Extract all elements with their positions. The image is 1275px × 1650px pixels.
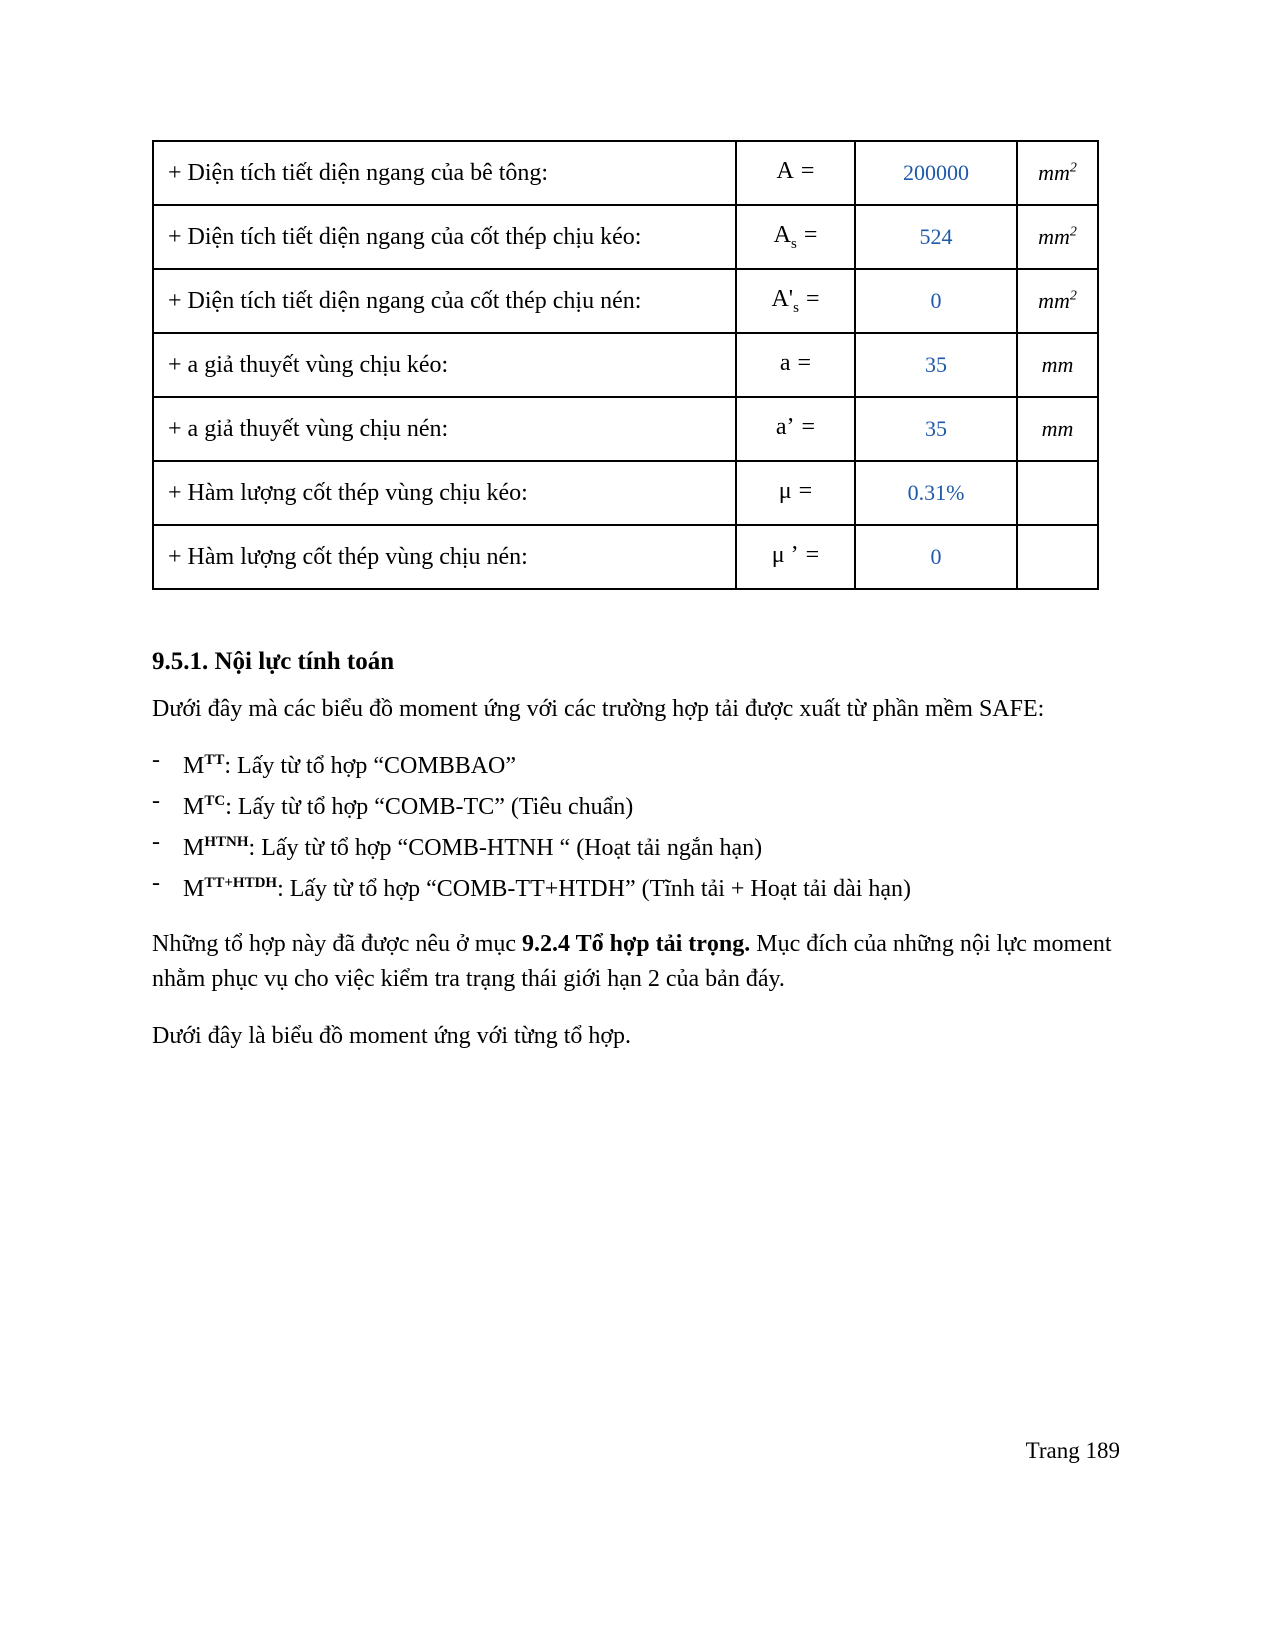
intro-paragraph: Dưới đây mà các biểu đồ moment ứng với các trường hợp tải được xuất từ phần mềm SAFE: (152, 696, 1045, 722)
unit-text: mm (1041, 352, 1074, 377)
unit-text: mm (1041, 416, 1074, 441)
symbol-main: A (773, 221, 791, 248)
bullet-rest: : Lấy từ tổ hợp “COMB-TC” (Tiêu chuẩn) (225, 794, 634, 820)
bullet-rest: : Lấy từ tổ hợp “COMB-HTNH “ (Hoạt tải ngắn hạn) (248, 835, 763, 861)
row-symbol (736, 397, 855, 461)
bullet-text (183, 866, 911, 907)
unit-text: mm (1038, 160, 1070, 185)
row-unit (1017, 205, 1098, 269)
row-unit (1017, 525, 1098, 589)
bullet-rest: : Lấy từ tổ hợp “COMB-TT+HTDH” (Tĩnh tải + Hoạt tải dài hạn) (277, 876, 912, 902)
row-unit (1017, 269, 1098, 333)
symbol-equals: = (800, 157, 815, 184)
symbol-equals: = (797, 349, 812, 376)
symbol-main: A (776, 157, 794, 184)
moment-superscript: HTNH (204, 834, 249, 850)
table-row (153, 205, 1098, 269)
symbol-equals: = (801, 413, 816, 440)
row-unit (1017, 141, 1098, 205)
row-symbol (736, 269, 855, 333)
table-row (153, 333, 1098, 397)
unit-text: mm (1038, 224, 1070, 249)
section-heading: 9.5.1. Nội lực tính toán (152, 648, 395, 675)
symbol-main: a (779, 349, 791, 376)
bullet-dash: - (152, 870, 160, 896)
moment-symbol: M (183, 876, 205, 902)
unit-exponent: 2 (1069, 160, 1077, 176)
page-number: Trang 189 (1025, 1438, 1120, 1463)
row-value: 0 (855, 269, 1017, 333)
row-value: 35 (855, 397, 1017, 461)
symbol-equals: = (805, 541, 820, 568)
symbol-main: a’ (775, 413, 795, 440)
moment-superscript: TC (204, 793, 226, 809)
row-unit (1017, 333, 1098, 397)
calc-table (152, 140, 1099, 590)
para1-before: Những tổ hợp này đã được nêu ở mục (152, 931, 523, 957)
para1-after: Mục đích của những nội lực moment nhằm phục vụ cho việc kiểm tra trạng thái giới hạn 2 của bản đáy. (152, 931, 1112, 992)
row-value: 0 (855, 525, 1017, 589)
symbol-subscript: s (790, 235, 797, 252)
calc-table-body (153, 141, 1098, 589)
bullet-dash: - (152, 747, 160, 773)
row-unit (1017, 397, 1098, 461)
row-value: 200000 (855, 141, 1017, 205)
symbol-subscript: s (793, 299, 799, 316)
row-symbol (736, 461, 855, 525)
bullet-text (183, 825, 762, 866)
moment-superscript: TT (204, 752, 225, 768)
table-row (153, 141, 1098, 205)
row-label: + Hàm lượng cốt thép vùng chịu kéo: (153, 461, 736, 525)
bullet-text (183, 784, 633, 825)
row-label: + a giả thuyết vùng chịu kéo: (153, 333, 736, 397)
row-unit (1017, 461, 1098, 525)
moment-symbol: M (183, 835, 205, 861)
moment-superscript: TT+HTDH (204, 875, 278, 891)
moment-symbol: M (183, 753, 205, 779)
symbol-main: A' (771, 285, 794, 312)
para1-bold-reference: 9.2.4 Tổ hợp tải trọng. (522, 931, 751, 957)
row-symbol (736, 205, 855, 269)
symbol-main: μ ’ (771, 541, 799, 568)
unit-exponent: 2 (1069, 288, 1077, 304)
row-label: + Hàm lượng cốt thép vùng chịu nén: (153, 525, 736, 589)
row-value: 0.31% (855, 461, 1017, 525)
symbol-equals: = (798, 477, 813, 504)
symbol-equals: = (805, 285, 820, 312)
list-item (152, 743, 1120, 784)
symbol-equals: = (803, 221, 818, 248)
table-row (153, 461, 1098, 525)
list-item (152, 784, 1120, 825)
bullet-dash: - (152, 829, 160, 855)
row-label: + Diện tích tiết diện ngang của cốt thép chịu nén: (153, 269, 736, 333)
row-label: + a giả thuyết vùng chịu nén: (153, 397, 736, 461)
table-row (153, 525, 1098, 589)
unit-exponent: 2 (1069, 224, 1077, 240)
table-row (153, 397, 1098, 461)
row-value: 35 (855, 333, 1017, 397)
unit-text: mm (1038, 288, 1070, 313)
row-symbol (736, 141, 855, 205)
row-symbol (736, 525, 855, 589)
table-row (153, 269, 1098, 333)
row-label: + Diện tích tiết diện ngang của bê tông: (153, 141, 736, 205)
row-value: 524 (855, 205, 1017, 269)
closing-paragraph: Dưới đây là biểu đồ moment ứng với từng tổ hợp. (152, 1023, 632, 1049)
row-symbol (736, 333, 855, 397)
bullet-list (152, 743, 1120, 907)
row-label: + Diện tích tiết diện ngang của cốt thép chịu kéo: (153, 205, 736, 269)
list-item (152, 866, 1120, 907)
moment-symbol: M (183, 794, 205, 820)
combinations-paragraph (152, 927, 1120, 997)
list-item (152, 825, 1120, 866)
bullet-dash: - (152, 788, 160, 814)
symbol-main: μ (778, 477, 792, 504)
bullet-rest: : Lấy từ tổ hợp “COMBBAO” (224, 753, 517, 779)
bullet-text (183, 743, 516, 784)
